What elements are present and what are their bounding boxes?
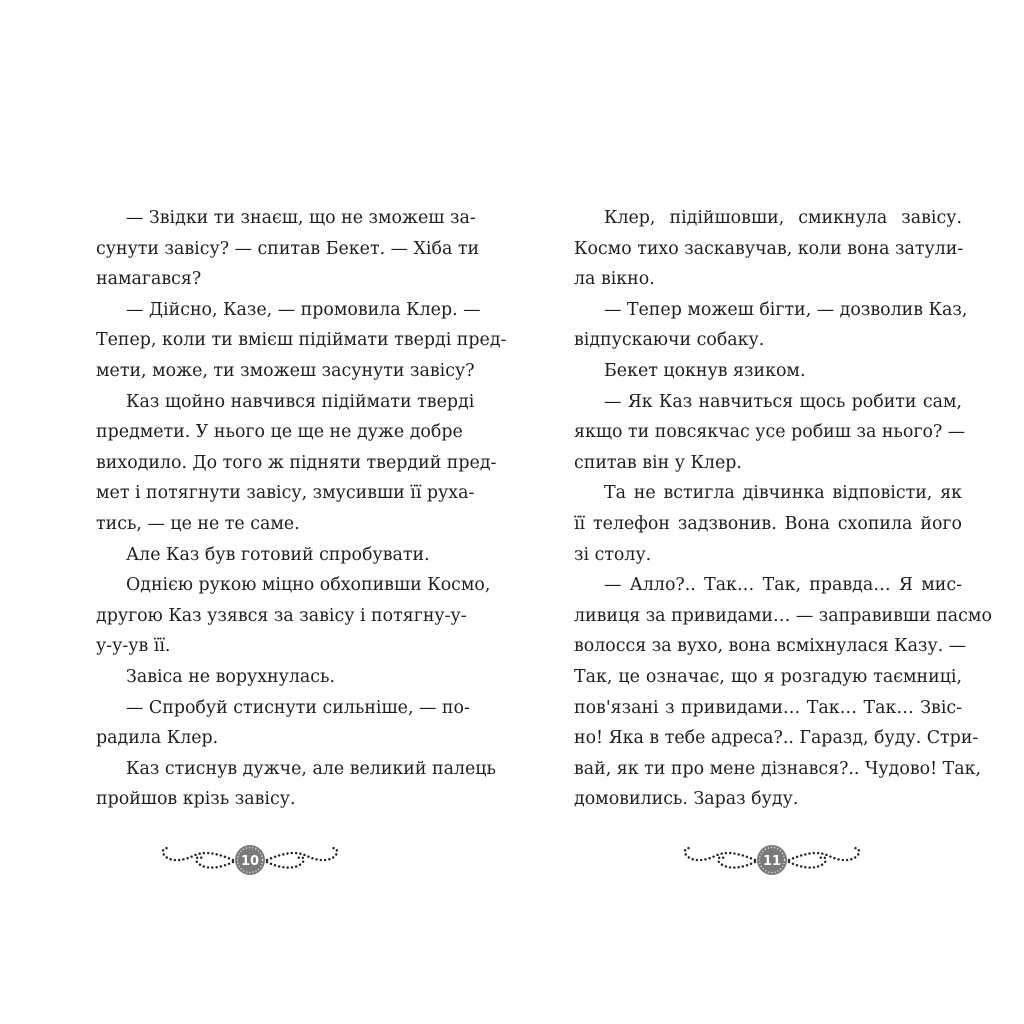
text-line: — Звідки ти знаєш, що не зможеш за- xyxy=(126,208,476,228)
text-line: Однією рукою міцно обхопивши Космо, xyxy=(126,575,491,596)
text-line: мет і потягнути завісу, змусивши її руха- xyxy=(96,483,475,504)
text-line: виходило. До того ж підняти твердий пред- xyxy=(96,452,497,473)
text-line: мети, може, ти зможеш засунути завісу? xyxy=(96,360,475,381)
text-line: Завіса не ворухнулась. xyxy=(126,666,336,687)
right-page-text xyxy=(574,203,992,815)
text-line: Каз стиснув дужче, але великий палець xyxy=(126,758,496,779)
page-number: 11 xyxy=(762,854,782,869)
text-line: — Як Каз навчиться щось робити сам, xyxy=(604,391,962,412)
text-line: пов'язані з привидами… Так… Так… Звіс- xyxy=(574,697,962,718)
page-number-ornament-left xyxy=(155,840,345,880)
text-line: предмети. У нього це ще не дуже добре xyxy=(96,422,463,443)
text-line: Клер, підійшовши, смикнула завісу. xyxy=(604,208,962,228)
text-line: Але Каз був готовий спробувати. xyxy=(126,544,430,565)
text-line: ливиця за привидами… — заправивши пасмо xyxy=(574,605,992,626)
text-line: — Дійсно, Казе, — промовила Клер. — xyxy=(126,299,481,320)
text-line: Каз щойно навчився підіймати тверді xyxy=(126,391,475,412)
text-line: но! Яка в тебе адреса?.. Гаразд, буду. Стри- xyxy=(574,728,979,749)
text-line: — Тепер можеш бігти, — дозволив Каз, xyxy=(604,299,968,320)
text-line: Та не встигла дівчинка відповісти, як xyxy=(604,483,962,504)
text-line: Тепер, коли ти вмієш підіймати тверді пред- xyxy=(96,330,507,351)
left-page-text xyxy=(96,203,507,815)
text-line: Бекет цокнув язиком. xyxy=(604,360,806,381)
text-line: Так, це означає, що я розгадую таємниці, xyxy=(574,666,962,687)
text-line: відпускаючи собаку. xyxy=(574,330,765,351)
text-line: — Спробуй стиснути сильніше, — по- xyxy=(126,697,470,718)
text-line: сунути завісу? — спитав Бекет. — Хіба ти xyxy=(96,238,480,259)
text-line: ла вікно. xyxy=(574,269,655,290)
text-line: волосся за вухо, вона всміхнулася Казу. — xyxy=(574,636,967,657)
text-line: у-у-ув її. xyxy=(96,636,171,657)
text-line: другою Каз узявся за завісу і потягну-у- xyxy=(96,605,467,626)
text-line: спитав він у Клер. xyxy=(574,452,742,473)
text-line: вай, як ти про мене дізнався?.. Чудово! Так, xyxy=(574,758,981,779)
text-line: радила Клер. xyxy=(96,728,219,749)
text-line: намагався? xyxy=(96,269,202,290)
text-line: її телефон задзвонив. Вона схопила його xyxy=(574,513,962,534)
text-line: домовились. Зараз буду. xyxy=(574,789,799,810)
text-line: — Алло?.. Так… Так, правда… Я мис- xyxy=(604,575,962,596)
text-line: пройшов крізь завісу. xyxy=(96,789,296,810)
page-number-ornament-right xyxy=(677,840,867,880)
page-number: 10 xyxy=(240,854,260,869)
text-line: Космо тихо заскавучав, коли вона затули- xyxy=(574,238,964,259)
text-line: якщо ти повсякчас усе робиш за нього? — xyxy=(574,422,966,443)
text-line: зі столу. xyxy=(574,544,652,565)
text-line: тись, — це не те саме. xyxy=(96,513,300,534)
